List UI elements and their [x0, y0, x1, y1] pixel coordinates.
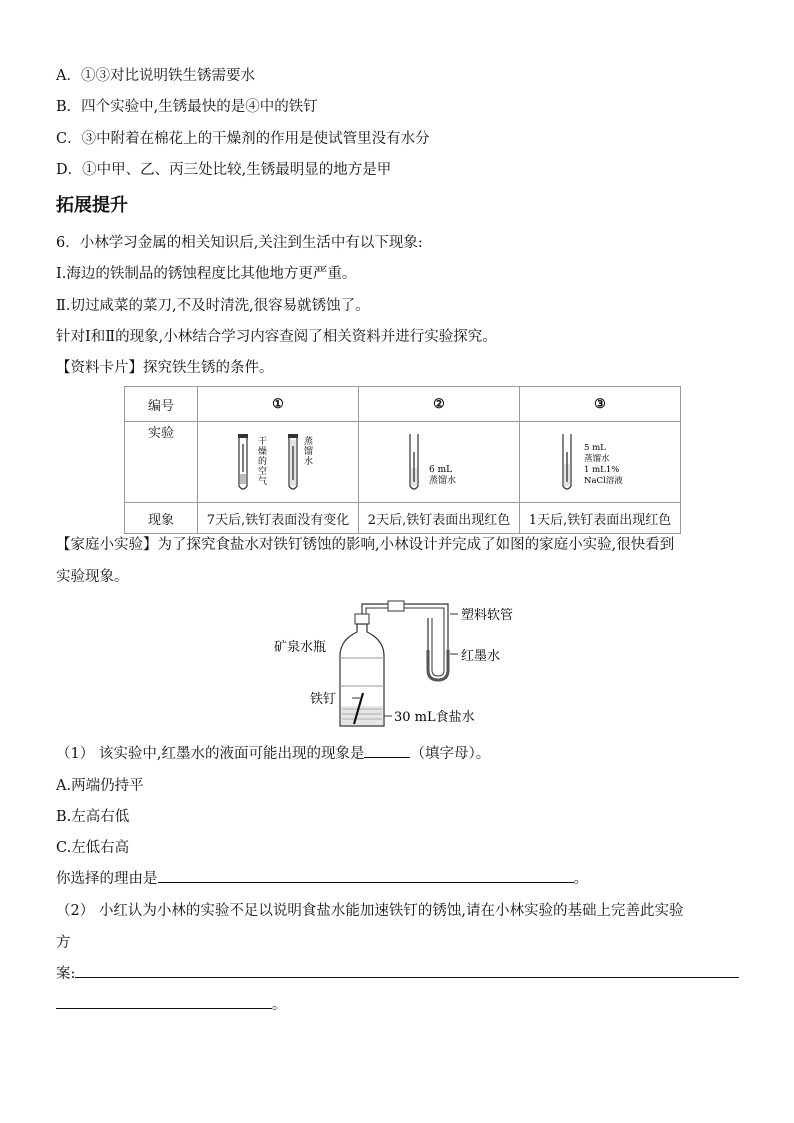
experiment-3-diagram — [520, 422, 680, 498]
tube-1-label-char: 空 — [258, 467, 268, 477]
choice-c: C.左低右高 — [56, 840, 130, 856]
table-header-row — [125, 387, 681, 422]
stopper-icon — [288, 434, 298, 438]
experiment-3-cell — [520, 422, 681, 503]
label-nail: 铁钉 — [310, 692, 337, 707]
table-phenomenon-row — [125, 503, 681, 534]
reason-line — [56, 867, 588, 888]
tube-4-label-line: 1 mL1% — [584, 465, 620, 475]
reason-blank[interactable] — [158, 868, 574, 883]
plan-blank-2[interactable] — [56, 994, 272, 1009]
bottle-experiment-diagram — [270, 598, 530, 734]
tube-1-label-char: 干 — [258, 437, 268, 447]
label-plastic-hose: 塑料软管 — [461, 608, 514, 623]
tube-2-label-char: 蒸 — [304, 437, 314, 447]
option-c: C．③中附着在棉花上的干燥剂的作用是使试管里没有水分 — [56, 131, 430, 147]
option-b: B．四个实验中,生锈最快的是④中的铁钉 — [56, 99, 318, 115]
question-6-intro: 6．小林学习金属的相关知识后,关注到生活中有以下现象: — [56, 235, 423, 251]
reason-prefix: 你选择的理由是 — [56, 871, 158, 887]
plan-line — [56, 962, 739, 983]
connector-icon — [388, 601, 404, 611]
choice-b: B.左高右低 — [56, 809, 130, 825]
bottle-cap-icon — [355, 614, 369, 624]
tube-1-label-char: 的 — [258, 457, 268, 467]
subquestion-2-line-1: （2） 小红认为小林的实验不足以说明食盐水能加速铁钉的锈蚀,请在小林实验的基础上完善此实验 — [56, 903, 684, 919]
subquestion-2-line-2: 方 — [56, 935, 71, 951]
reason-end-mark: 。 — [573, 871, 588, 887]
tube-2-label-char: 水 — [304, 457, 314, 467]
experiment-2-cell — [359, 422, 520, 503]
subquestion-1-prefix: （1） 该实验中,红墨水的液面可能出现的现象是 — [56, 746, 365, 762]
experiment-1-diagram — [198, 422, 358, 498]
phenomenon-2: Ⅱ.切过咸菜的菜刀,不及时清洗,很容易就锈蚀了。 — [56, 298, 370, 314]
tube-4-label-line: NaCl溶液 — [584, 476, 623, 486]
family-experiment-line-1: 【家庭小实验】为了探究食盐水对铁钉锈蚀的影响,小林设计并完成了如图的家庭小实验,很快看到 — [56, 537, 675, 553]
tube-3-label-volume: 6 mL — [429, 465, 453, 475]
phenomenon-cell: 1天后,铁钉表面出现红色 — [520, 503, 681, 534]
phenomenon-1: Ⅰ.海边的铁制品的锈蚀程度比其他地方更严重。 — [56, 266, 357, 282]
row-label-experiment: 实验 — [125, 422, 198, 503]
plan-prefix: 案: — [56, 966, 76, 982]
plan-blank-1[interactable] — [75, 963, 739, 978]
header-exp-2: ② — [359, 387, 520, 422]
tube-1-label-char: 气 — [258, 477, 268, 487]
answer-blank-1[interactable] — [364, 743, 410, 758]
plan-line-2 — [56, 993, 287, 1014]
subquestion-1 — [56, 742, 490, 763]
label-salt-water: 30 mL食盐水 — [394, 710, 475, 725]
desiccant-icon — [240, 474, 246, 484]
experiment-1-cell — [198, 422, 359, 503]
phenomenon-cell: 2天后,铁钉表面出现红色 — [359, 503, 520, 534]
header-exp-3: ③ — [520, 387, 681, 422]
tube-1-label-char: 燥 — [258, 447, 268, 457]
option-d: D．①中甲、乙、丙三处比较,生锈最明显的地方是甲 — [56, 162, 392, 178]
research-aim: 针对Ⅰ和Ⅱ的现象,小林结合学习内容查阅了相关资料并进行实验探究。 — [56, 329, 497, 345]
section-title: 拓展提升 — [56, 195, 128, 216]
phenomenon-cell: 7天后,铁钉表面没有变化 — [198, 503, 359, 534]
choice-a: A.两端仍持平 — [56, 778, 144, 794]
label-bottle: 矿泉水瓶 — [274, 640, 327, 655]
tube-4-label-line: 蒸馏水 — [584, 454, 610, 464]
row-label-phenomenon: 现象 — [125, 503, 198, 534]
experiment-table — [124, 386, 681, 534]
subquestion-1-suffix: （填字母）。 — [410, 746, 491, 762]
experiment-2-diagram — [359, 422, 519, 498]
label-red-ink: 红墨水 — [461, 649, 501, 664]
tube-2-label-char: 馏 — [304, 447, 314, 457]
family-experiment-line-2: 实验现象。 — [56, 569, 129, 585]
stopper-icon — [238, 434, 248, 438]
option-a: A．①③对比说明铁生锈需要水 — [56, 68, 255, 84]
header-exp-1: ① — [198, 387, 359, 422]
table-experiment-row — [125, 422, 681, 503]
plan-end-mark: 。 — [272, 997, 287, 1013]
tube-3-label-liquid: 蒸馏水 — [429, 476, 457, 486]
tube-4-label-line: 5 mL — [584, 443, 606, 453]
header-id: 编号 — [125, 387, 198, 422]
data-card-title: 【资料卡片】探究铁生锈的条件。 — [56, 360, 274, 376]
